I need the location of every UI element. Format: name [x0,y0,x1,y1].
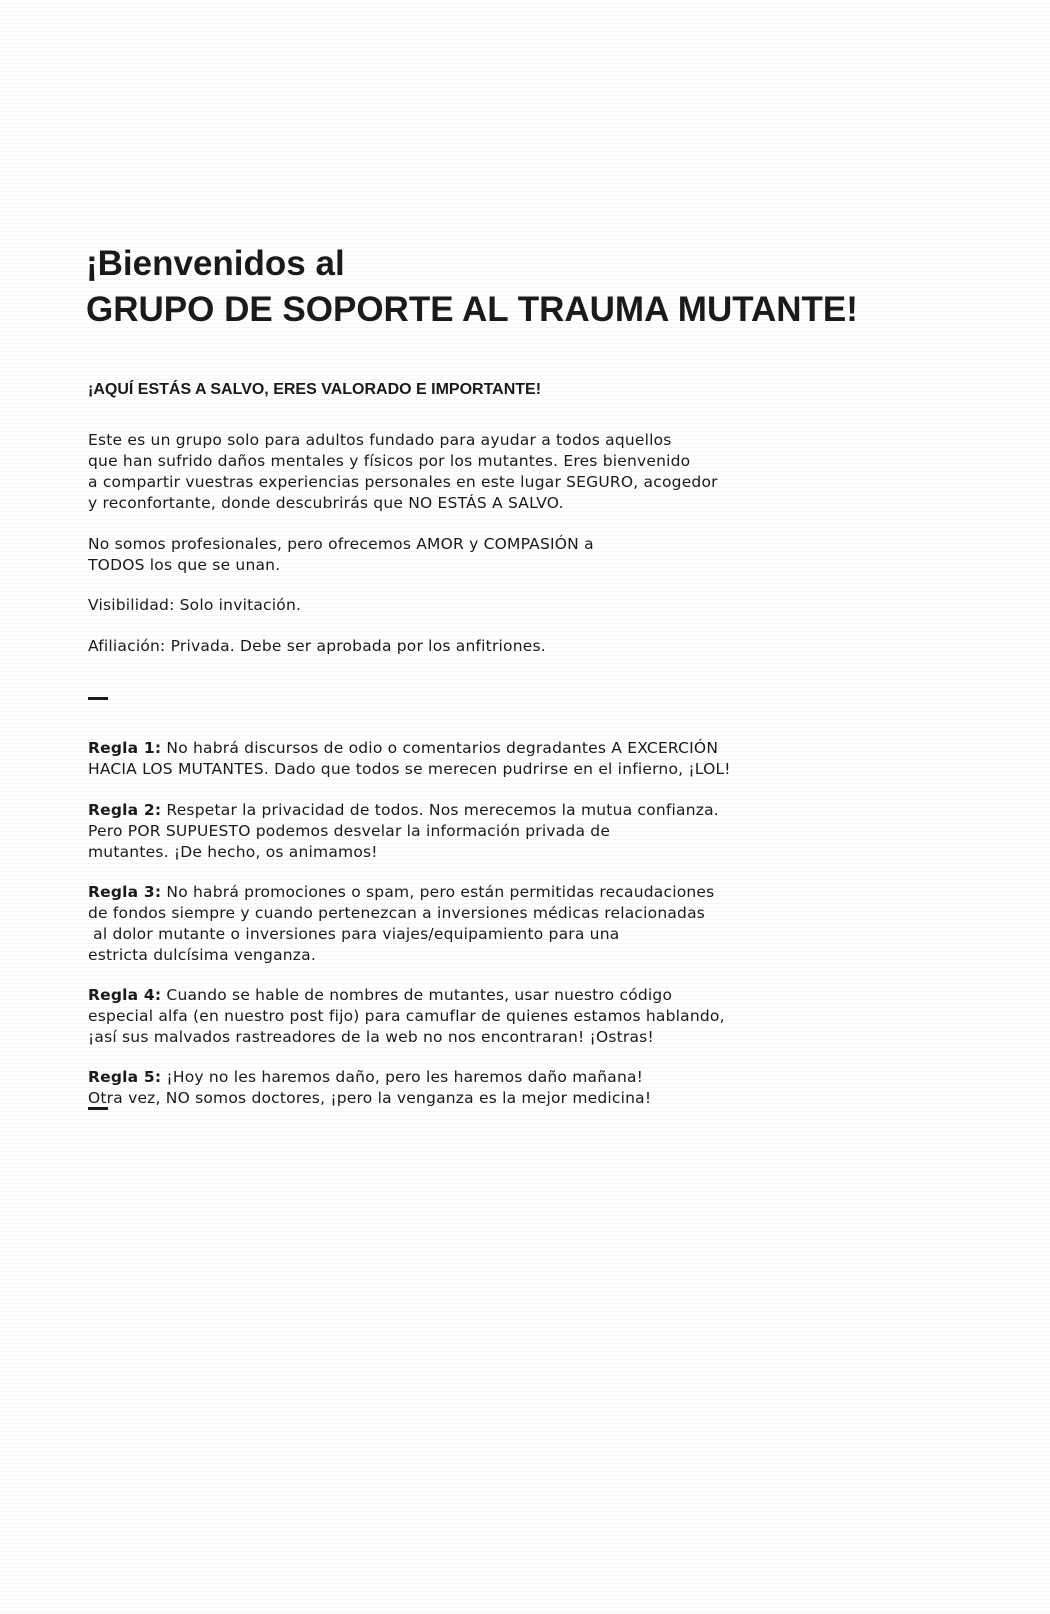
rule-line: Otra vez, NO somos doctores, ¡pero la venganza es la mejor medicina! [88,1089,652,1107]
rule-line [88,800,719,821]
intro-paragraph-2 [88,534,594,576]
rule-line: al dolor mutante o inversiones para viajes/equipamiento para una [88,925,620,943]
rule-5-text: ¡Hoy no les haremos daño, pero les haremos daño mañana! [161,1068,644,1086]
rule-3 [88,882,714,966]
rule-line [88,882,714,903]
page-subtitle: ¡AQUÍ ESTÁS A SALVO, ERES VALORADO E IMPORTANTE! [88,381,542,398]
rule-2 [88,800,719,863]
rule-2-text: Respetar la privacidad de todos. Nos merecemos la mutua confianza. [161,801,719,819]
rule-line [88,985,725,1006]
intro-p1-line: que han sufrido daños mentales y físicos por los mutantes. Eres bienvenido [88,452,691,470]
section-divider [88,697,108,700]
rule-5 [88,1067,651,1109]
rule-4 [88,985,725,1048]
intro-p1-line: Este es un grupo solo para adultos fundado para ayudar a todos aquellos [88,431,672,449]
rule-3-label: Regla 3: [88,883,162,901]
intro-p2-line: No somos profesionales, pero ofrecemos AMOR y COMPASIÓN a [88,535,594,553]
visibility-line: Visibilidad: Solo invitación. [88,596,302,614]
intro-p1-line: y reconfortante, donde descubrirás que NO ESTÁS A SALVO. [88,494,564,512]
rule-1-label: Regla 1: [88,739,162,757]
intro-p2-line: TODOS los que se unan. [88,556,281,574]
rule-line: Pero POR SUPUESTO podemos desvelar la información privada de [88,822,611,840]
intro-p1-line: a compartir vuestras experiencias personales en este lugar SEGURO, acogedor [88,473,718,491]
rule-5-label: Regla 5: [88,1068,162,1086]
rule-line [88,738,731,759]
rule-3-text: No habrá promociones o spam, pero están permitidas recaudaciones [161,883,715,901]
rule-1-text: No habrá discursos de odio o comentarios degradantes A EXCERCIÓN [161,739,719,757]
membership-line: Afiliación: Privada. Debe ser aprobada por los anfitriones. [88,637,546,655]
rule-line: mutantes. ¡De hecho, os animamos! [88,843,378,861]
rule-line: estricta dulcísima venganza. [88,946,316,964]
rule-line: ¡así sus malvados rastreadores de la web no nos encontraran! ¡Ostras! [88,1028,654,1046]
rule-1 [88,738,731,780]
rule-line [88,1067,651,1088]
rule-4-label: Regla 4: [88,986,162,1004]
rule-line: especial alfa (en nuestro post fijo) para camuflar de quienes estamos hablando, [88,1007,725,1025]
rule-line: de fondos siempre y cuando pertenezcan a inversiones médicas relacionadas [88,904,706,922]
rule-4-text: Cuando se hable de nombres de mutantes, usar nuestro código [161,986,673,1004]
page-title-line-2: GRUPO DE SOPORTE AL TRAUMA MUTANTE! [86,290,858,329]
rule-2-label: Regla 2: [88,801,162,819]
intro-paragraph-1 [88,430,718,514]
end-divider [88,1107,108,1110]
page-title-line-1: ¡Bienvenidos al [86,244,345,283]
rule-line: HACIA LOS MUTANTES. Dado que todos se merecen pudrirse en el infierno, ¡LOL! [88,760,731,778]
